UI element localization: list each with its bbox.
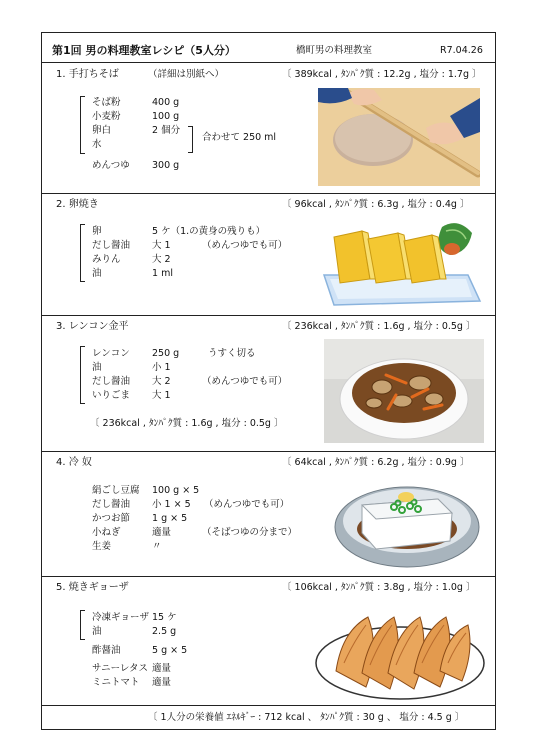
tamagoyaki-icon [320, 209, 484, 309]
section-1-note: （詳細は別紙へ） [148, 69, 225, 80]
ingredient-bracket [80, 224, 85, 282]
combined-note: 合わせて 250 ml [202, 132, 277, 143]
hiyayakko-icon [332, 469, 482, 573]
section-3-nutrition: 〔 236kcal , ﾀﾝﾊﾟｸ質 : 1.6g , 塩分 : 0.5g 〕 [282, 321, 476, 332]
section-5-heading: 5. 焼きギョーザ [56, 582, 129, 593]
section-divider [42, 451, 495, 452]
section-3-nutrition-repeat: 〔 236kcal , ﾀﾝﾊﾟｸ質 : 1.6g , 塩分 : 0.5g 〕 [90, 418, 284, 429]
ingredient-bracket [80, 346, 85, 404]
organization-name: 橋町男の料理教室 [296, 45, 373, 56]
section-5-nutrition: 〔 106kcal , ﾀﾝﾊﾟｸ質 : 3.8g , 塩分 : 1.0g 〕 [282, 582, 476, 593]
section-4-nutrition: 〔 64kcal , ﾀﾝﾊﾟｸ質 : 6.2g , 塩分 : 0.9g 〕 [282, 457, 470, 468]
section-divider [42, 315, 495, 316]
nutrition-summary: 〔 1人分の栄養値 ｴﾈﾙｷﾞｰ : 712 kcal 、 ﾀﾝﾊﾟｸ質 : 30 g 、 塩分 : 4.5 g 〕 [148, 712, 465, 723]
section-divider [42, 576, 495, 577]
page-title: 第1回 男の料理教室レシピ（5人分） [52, 44, 236, 57]
section-4-heading: 4. 冷 奴 [56, 457, 92, 468]
section-2-nutrition: 〔 96kcal , ﾀﾝﾊﾟｸ質 : 6.3g , 塩分 : 0.4g 〕 [282, 199, 470, 210]
gyoza-icon [314, 601, 486, 705]
section-2-heading: 2. 卵焼き [56, 199, 99, 210]
section-divider [42, 705, 495, 706]
section-1-nutrition: 〔 389kcal , ﾀﾝﾊﾟｸ質 : 12.2g , 塩分 : 1.7g 〕 [282, 69, 482, 80]
date-label: R7.04.26 [440, 45, 483, 56]
soba-rolling-icon [318, 88, 480, 186]
ingredient-bracket [80, 96, 85, 154]
section-3-heading: 3. レンコン金平 [56, 321, 129, 332]
header-divider [42, 62, 495, 63]
ingredient-bracket [80, 610, 85, 640]
section-divider [42, 193, 495, 194]
combined-bracket [188, 126, 193, 153]
section-1-heading: 1. 手打ちそば [56, 69, 119, 80]
kinpira-icon [324, 339, 484, 443]
recipe-sheet: 第1回 男の料理教室レシピ（5人分） 橋町男の料理教室 R7.04.26 1. 手打ちそば （詳細は別紙へ） 〔 389kcal , ﾀﾝﾊﾟｸ質 : 12.2g , 塩分 : 1.7g 〕 そば粉 400 g 小麦粉 100 g 卵白 2 個分 水 合わせて 250 ml めんつゆ 300 g 2. 卵焼き 〔 96kcal , ﾀﾝﾊﾟｸ質 : 6.3g , 塩分 : 0.4g 〕 卵 5 ケ（1.の黄身の残りも） だし醤油 大 1 （めんつゆでも可） みりん 大 2 油 1 ml 3. レンコン金平 〔 236kcal , ﾀﾝﾊﾟｸ質 : 1.6g , 塩分 : 0.5g 〕 レンコン 250 g うすく切る 油 小 1 だし醤油 大 2 （めんつゆでも可） いりごま 大 1 〔 236kcal , ﾀﾝﾊﾟｸ質 : 1.6g , 塩分 : 0.5g 〕 4. 冷 奴 〔 64kcal , ﾀﾝﾊﾟｸ質 : 6.2g , 塩分 : 0.9g 〕 絹ごし豆腐 100 g × 5 だし醤油 小 1 × 5 （めんつゆでも可） かつお節 1 g × 5 小ねぎ 適量 （そばつゆの分まで） 生姜 〃 5. 焼きギョーザ 〔 106kcal , ﾀﾝﾊﾟｸ質 : 3.8g , 塩分 : 1.0g 〕 冷凍ギョーザ 15 ケ 油 2.5 g 酢醤油 5 g × 5 サニーレタス 適量 ミニトマト 適量 〔 1人分の栄養値 ｴﾈﾙｷﾞｰ : 712 kcal 、 ﾀﾝﾊﾟｸ質 : 30 g 、 塩分 : 4.5 g 〕 [41, 32, 496, 730]
